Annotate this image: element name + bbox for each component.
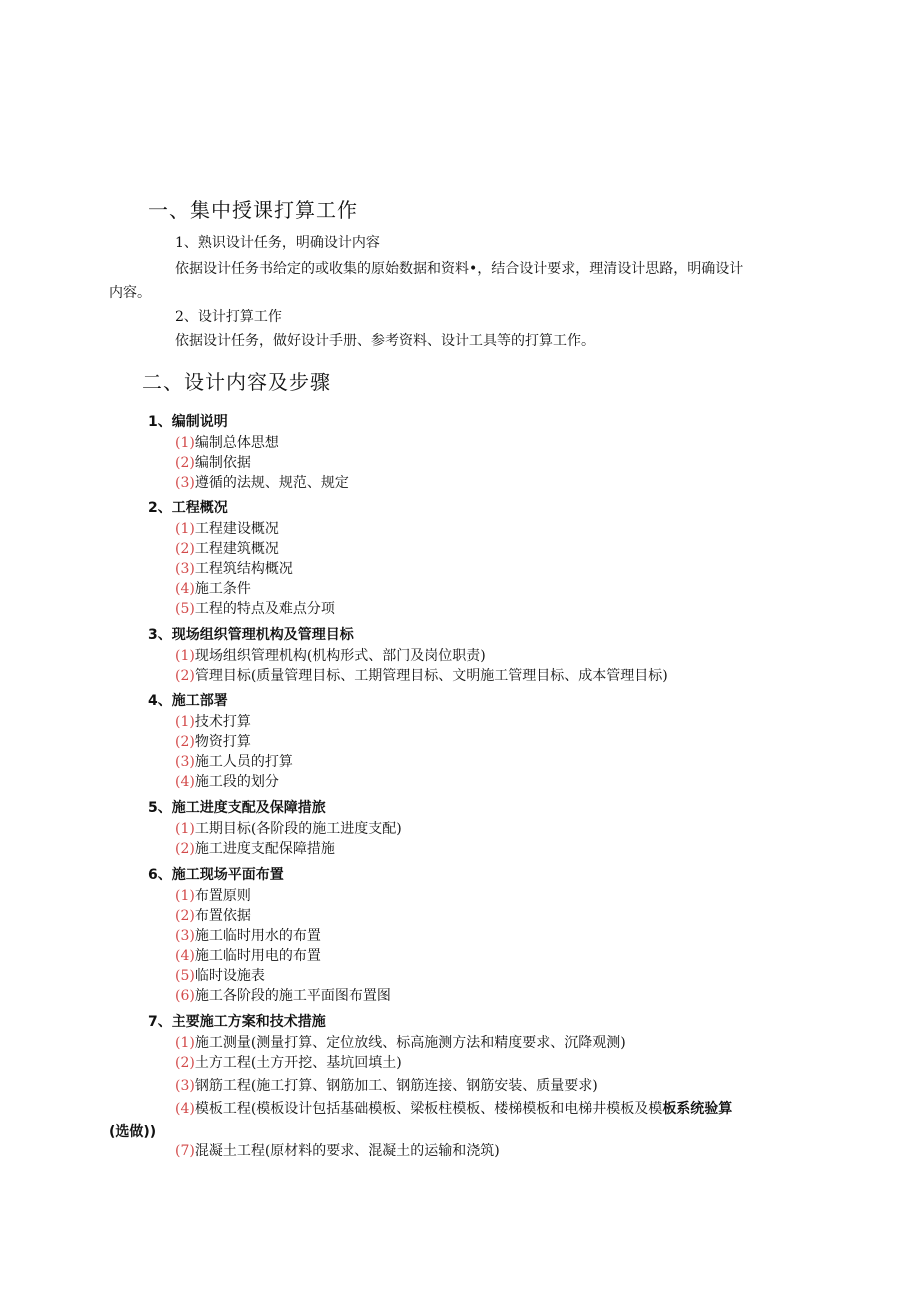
list-item	[175, 885, 251, 905]
group-4-heading: 4、施工部署	[148, 693, 228, 709]
list-item	[175, 665, 668, 685]
item-text: 编制依据	[194, 455, 251, 471]
item-number: (3)	[175, 1078, 195, 1094]
item-text: 管理目标(质量管理目标、工期管理目标、文明施工管理目标、成本管理目标)	[194, 668, 668, 684]
item-text: 工程建设概况	[194, 521, 279, 537]
list-item-wrap: (选做))	[109, 1124, 157, 1140]
item-text: 土方工程(土方开挖、基坑回填土)	[194, 1055, 402, 1071]
group-7-heading: 7、主要施工方案和技术措施	[148, 1014, 326, 1030]
list-item	[175, 945, 321, 965]
item-number: (1)	[175, 435, 195, 451]
list-item	[175, 751, 293, 771]
item-number: (1)	[175, 714, 195, 730]
subsection-2-heading: 2、设计打算工作	[175, 309, 282, 325]
item-number: (1)	[175, 1035, 195, 1051]
item-text: 施工进度支配保障措施	[194, 841, 335, 857]
item-number: (2)	[175, 668, 195, 684]
item-text: 遵循的法规、规范、规定	[194, 475, 349, 491]
item-number: (1)	[175, 888, 195, 904]
item-text: 钢筋工程(施工打算、钢筋加工、钢筋连接、钢筋安装、质量要求)	[194, 1078, 598, 1094]
item-number: (2)	[175, 455, 195, 471]
item-text: 布置原则	[194, 888, 251, 904]
item-number: (1)	[175, 821, 195, 837]
item-text: 施工段的划分	[194, 774, 279, 790]
item-number: (3)	[175, 475, 195, 491]
group-1-heading: 1、编制说明	[148, 414, 228, 430]
item-text: 工程建筑概况	[194, 541, 279, 557]
item-text: 工期目标(各阶段的施工进度支配)	[194, 821, 402, 837]
list-item	[175, 965, 265, 985]
list-item	[175, 711, 251, 731]
group-6-heading: 6、施工现场平面布置	[148, 867, 284, 883]
item-number: (5)	[175, 601, 195, 617]
item-number: (4)	[175, 1101, 195, 1117]
list-item	[175, 472, 349, 492]
item-text: 现场组织管理机构(机构形式、部门及岗位职责)	[194, 648, 486, 664]
subsection-1-heading: 1、熟识设计任务，明确设计内容	[175, 235, 380, 251]
list-item	[175, 518, 279, 538]
list-item	[175, 538, 279, 558]
list-item	[175, 838, 335, 858]
item-number: (2)	[175, 908, 195, 924]
item-text: 施工条件	[194, 581, 251, 597]
list-item	[175, 578, 251, 598]
list-item	[175, 985, 391, 1005]
subsection-2-body: 依据设计任务，做好设计手册、参考资料、设计工具等的打算工作。	[175, 333, 595, 349]
item-number: (2)	[175, 734, 195, 750]
item-number: (2)	[175, 1055, 195, 1071]
item-number: (3)	[175, 561, 195, 577]
list-item	[175, 925, 321, 945]
list-item	[175, 432, 279, 452]
item-number: (4)	[175, 774, 195, 790]
section-1-title: 一、集中授课打算工作	[148, 198, 358, 222]
item-text: 布置依据	[194, 908, 251, 924]
list-item	[175, 1052, 402, 1072]
item-text: 编制总体思想	[194, 435, 279, 451]
list-item	[175, 1140, 500, 1160]
list-item	[175, 452, 251, 472]
item-number: (3)	[175, 928, 195, 944]
item-text: 工程筑结构概况	[194, 561, 293, 577]
item-text: 临时设施表	[194, 968, 265, 984]
item-number: (5)	[175, 968, 195, 984]
section-2-title: 二、设计内容及步骤	[142, 370, 331, 394]
list-item	[175, 731, 251, 751]
list-item	[175, 558, 293, 578]
item-text-bold: 板系统验算	[662, 1101, 733, 1117]
group-3-heading: 3、现场组织管理机构及管理目标	[148, 627, 354, 643]
list-item	[175, 905, 251, 925]
item-text: 物资打算	[194, 734, 251, 750]
list-item	[175, 1032, 626, 1052]
item-text: 模板工程(模板设计包括基础模板、梁板柱模板、楼梯模板和电梯井模板及模	[194, 1101, 663, 1117]
item-text: 技术打算	[194, 714, 251, 730]
item-number: (6)	[175, 988, 195, 1004]
item-text: 混凝土工程(原材料的要求、混凝土的运输和浇筑)	[194, 1143, 500, 1159]
group-5-heading: 5、施工进度支配及保障措旅	[148, 800, 326, 816]
subsection-1-body-line2: 内容。	[109, 285, 151, 301]
list-item	[175, 1075, 598, 1095]
list-item	[175, 818, 402, 838]
item-number: (2)	[175, 841, 195, 857]
item-number: (2)	[175, 541, 195, 557]
item-number: (3)	[175, 754, 195, 770]
item-text: 施工人员的打算	[194, 754, 293, 770]
subsection-1-body-line1: 依据设计任务书给定的或收集的原始数据和资料•，结合设计要求，理清设计思路，明确设计	[175, 261, 744, 277]
item-text: 工程的特点及难点分项	[194, 601, 335, 617]
item-text: 施工临时用水的布置	[194, 928, 321, 944]
item-text: 施工各阶段的施工平面图布置图	[194, 988, 391, 1004]
item-number: (1)	[175, 521, 195, 537]
list-item	[175, 598, 335, 618]
item-number: (1)	[175, 648, 195, 664]
list-item	[175, 1098, 732, 1118]
item-text: 施工测量(测量打算、定位放线、标高施测方法和精度要求、沉降观测)	[194, 1035, 626, 1051]
list-item	[175, 771, 279, 791]
item-text: 施工临时用电的布置	[194, 948, 321, 964]
item-number: (4)	[175, 948, 195, 964]
item-number: (4)	[175, 581, 195, 597]
list-item	[175, 645, 486, 665]
item-number: (7)	[175, 1143, 195, 1159]
group-2-heading: 2、工程概况	[148, 500, 228, 516]
